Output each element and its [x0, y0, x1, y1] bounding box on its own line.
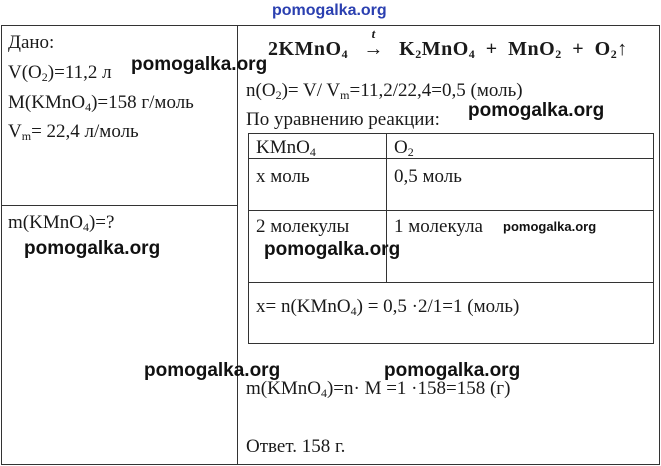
by-equation-label: По уравнению реакции:: [246, 109, 440, 130]
given-vm: $V_m= 22,4$ л/моль: [8, 121, 139, 143]
table-row2-sep: [248, 282, 654, 283]
table-bottom: [248, 343, 654, 344]
watermark: pomogalka.org: [264, 239, 401, 260]
given-find-divider: [1, 205, 238, 206]
given-title: Дано:: [8, 32, 55, 53]
given-m-kmno4: M(KMnO$_4$)=158 г/моль: [8, 92, 194, 114]
table-row1-col1: х моль: [256, 166, 310, 187]
frame-left: [1, 25, 2, 465]
table-left: [248, 133, 249, 344]
watermark: pomogalka.org: [468, 100, 605, 121]
gas-arrow-icon: ↑: [617, 38, 628, 60]
frame-top: [1, 25, 660, 26]
reaction-equation: 2KMnO$_4$ t → $K_2MnO_4 + MnO_2$ + $O_2↑$: [268, 26, 628, 61]
mass-calculation: m(KMnO$_4$)=n· M =1 ·158=158 (г): [246, 378, 511, 400]
given-v-o2: $V(O_2)=11,2$ л: [8, 62, 112, 84]
table-row2-col1: 2 молекулы: [256, 216, 350, 237]
column-divider: [237, 25, 238, 465]
watermark: pomogalka.org: [131, 54, 268, 75]
condition-t: t: [371, 26, 376, 41]
frame-right: [659, 25, 660, 465]
mol-calculation: $n(O_2)= V/$ $V_m=11,2/22,4=0,5$ (моль): [246, 80, 523, 102]
table-header-kmno4: KMnO$_4$: [256, 137, 316, 159]
table-row2-col2: 1 молекула: [394, 216, 483, 237]
table-row1-col2: 0,5 моль: [394, 166, 462, 187]
table-header-o2: $O_2$: [394, 137, 414, 159]
watermark: pomogalka.org: [384, 360, 521, 381]
table-top: [248, 133, 654, 134]
watermark: pomogalka.org: [144, 360, 281, 381]
frame-bottom: [1, 464, 660, 465]
answer: Ответ. 158 г.: [246, 436, 346, 457]
watermark: pomogalka.org: [24, 238, 161, 259]
reaction-arrow: →: [363, 38, 384, 60]
find-m-kmno4: m(KMnO$_4$)=?: [8, 212, 115, 234]
table-result: x= n(KMnO$_4$) = 0,5 ·2/1=1 (моль): [256, 296, 520, 318]
table-row1-sep: [248, 210, 654, 211]
table-right: [653, 133, 654, 344]
header-watermark: pomogalka.org: [272, 2, 387, 19]
watermark: pomogalka.org: [503, 219, 597, 234]
